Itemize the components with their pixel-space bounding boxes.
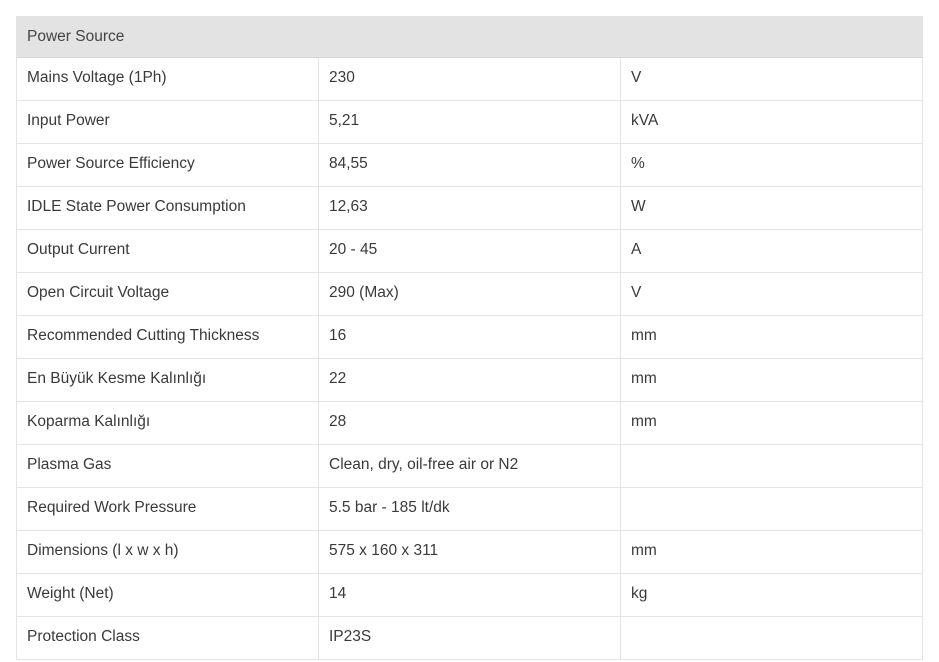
table-row bbox=[17, 101, 923, 144]
spec-value-cell: 5,21 bbox=[319, 101, 621, 144]
power-source-spec-table bbox=[16, 16, 923, 660]
spec-value-cell: 16 bbox=[319, 316, 621, 359]
spec-unit-cell: kVA bbox=[621, 101, 923, 144]
table-row bbox=[17, 531, 923, 574]
spec-unit-cell bbox=[621, 617, 923, 660]
spec-label-cell: En Büyük Kesme Kalınlığı bbox=[17, 359, 319, 402]
table-title: Power Source bbox=[17, 17, 923, 58]
spec-label-cell: Mains Voltage (1Ph) bbox=[17, 58, 319, 101]
spec-label-cell: Plasma Gas bbox=[17, 445, 319, 488]
spec-unit-cell: mm bbox=[621, 531, 923, 574]
table-header bbox=[17, 17, 923, 58]
spec-value-cell: 84,55 bbox=[319, 144, 621, 187]
spec-label-cell: Recommended Cutting Thickness bbox=[17, 316, 319, 359]
spec-unit-cell: mm bbox=[621, 359, 923, 402]
spec-unit-cell: % bbox=[621, 144, 923, 187]
spec-value-cell: 290 (Max) bbox=[319, 273, 621, 316]
table-header-row bbox=[17, 17, 923, 58]
table-row bbox=[17, 574, 923, 617]
spec-label-cell: Output Current bbox=[17, 230, 319, 273]
spec-unit-cell bbox=[621, 488, 923, 531]
table-row bbox=[17, 359, 923, 402]
table-row bbox=[17, 273, 923, 316]
table-body bbox=[17, 58, 923, 660]
table-row bbox=[17, 402, 923, 445]
spec-value-cell: Clean, dry, oil-free air or N2 bbox=[319, 445, 621, 488]
table-row bbox=[17, 144, 923, 187]
table-row bbox=[17, 316, 923, 359]
table-row bbox=[17, 58, 923, 101]
spec-label-cell: Protection Class bbox=[17, 617, 319, 660]
spec-unit-cell: W bbox=[621, 187, 923, 230]
spec-value-cell: 22 bbox=[319, 359, 621, 402]
table-row bbox=[17, 187, 923, 230]
spec-unit-cell: A bbox=[621, 230, 923, 273]
spec-value-cell: 28 bbox=[319, 402, 621, 445]
spec-unit-cell: V bbox=[621, 273, 923, 316]
spec-value-cell: 5.5 bar - 185 lt/dk bbox=[319, 488, 621, 531]
table-row bbox=[17, 488, 923, 531]
spec-value-cell: 20 - 45 bbox=[319, 230, 621, 273]
spec-value-cell: IP23S bbox=[319, 617, 621, 660]
spec-label-cell: Input Power bbox=[17, 101, 319, 144]
spec-unit-cell: mm bbox=[621, 316, 923, 359]
spec-unit-cell bbox=[621, 445, 923, 488]
spec-label-cell: IDLE State Power Consumption bbox=[17, 187, 319, 230]
spec-label-cell: Open Circuit Voltage bbox=[17, 273, 319, 316]
spec-label-cell: Dimensions (l x w x h) bbox=[17, 531, 319, 574]
table-row bbox=[17, 445, 923, 488]
spec-label-cell: Koparma Kalınlığı bbox=[17, 402, 319, 445]
spec-value-cell: 575 x 160 x 311 bbox=[319, 531, 621, 574]
spec-value-cell: 14 bbox=[319, 574, 621, 617]
spec-label-cell: Power Source Efficiency bbox=[17, 144, 319, 187]
spec-label-cell: Weight (Net) bbox=[17, 574, 319, 617]
spec-unit-cell: V bbox=[621, 58, 923, 101]
spec-value-cell: 12,63 bbox=[319, 187, 621, 230]
spec-unit-cell: kg bbox=[621, 574, 923, 617]
table-row bbox=[17, 617, 923, 660]
spec-unit-cell: mm bbox=[621, 402, 923, 445]
table-row bbox=[17, 230, 923, 273]
spec-value-cell: 230 bbox=[319, 58, 621, 101]
spec-label-cell: Required Work Pressure bbox=[17, 488, 319, 531]
